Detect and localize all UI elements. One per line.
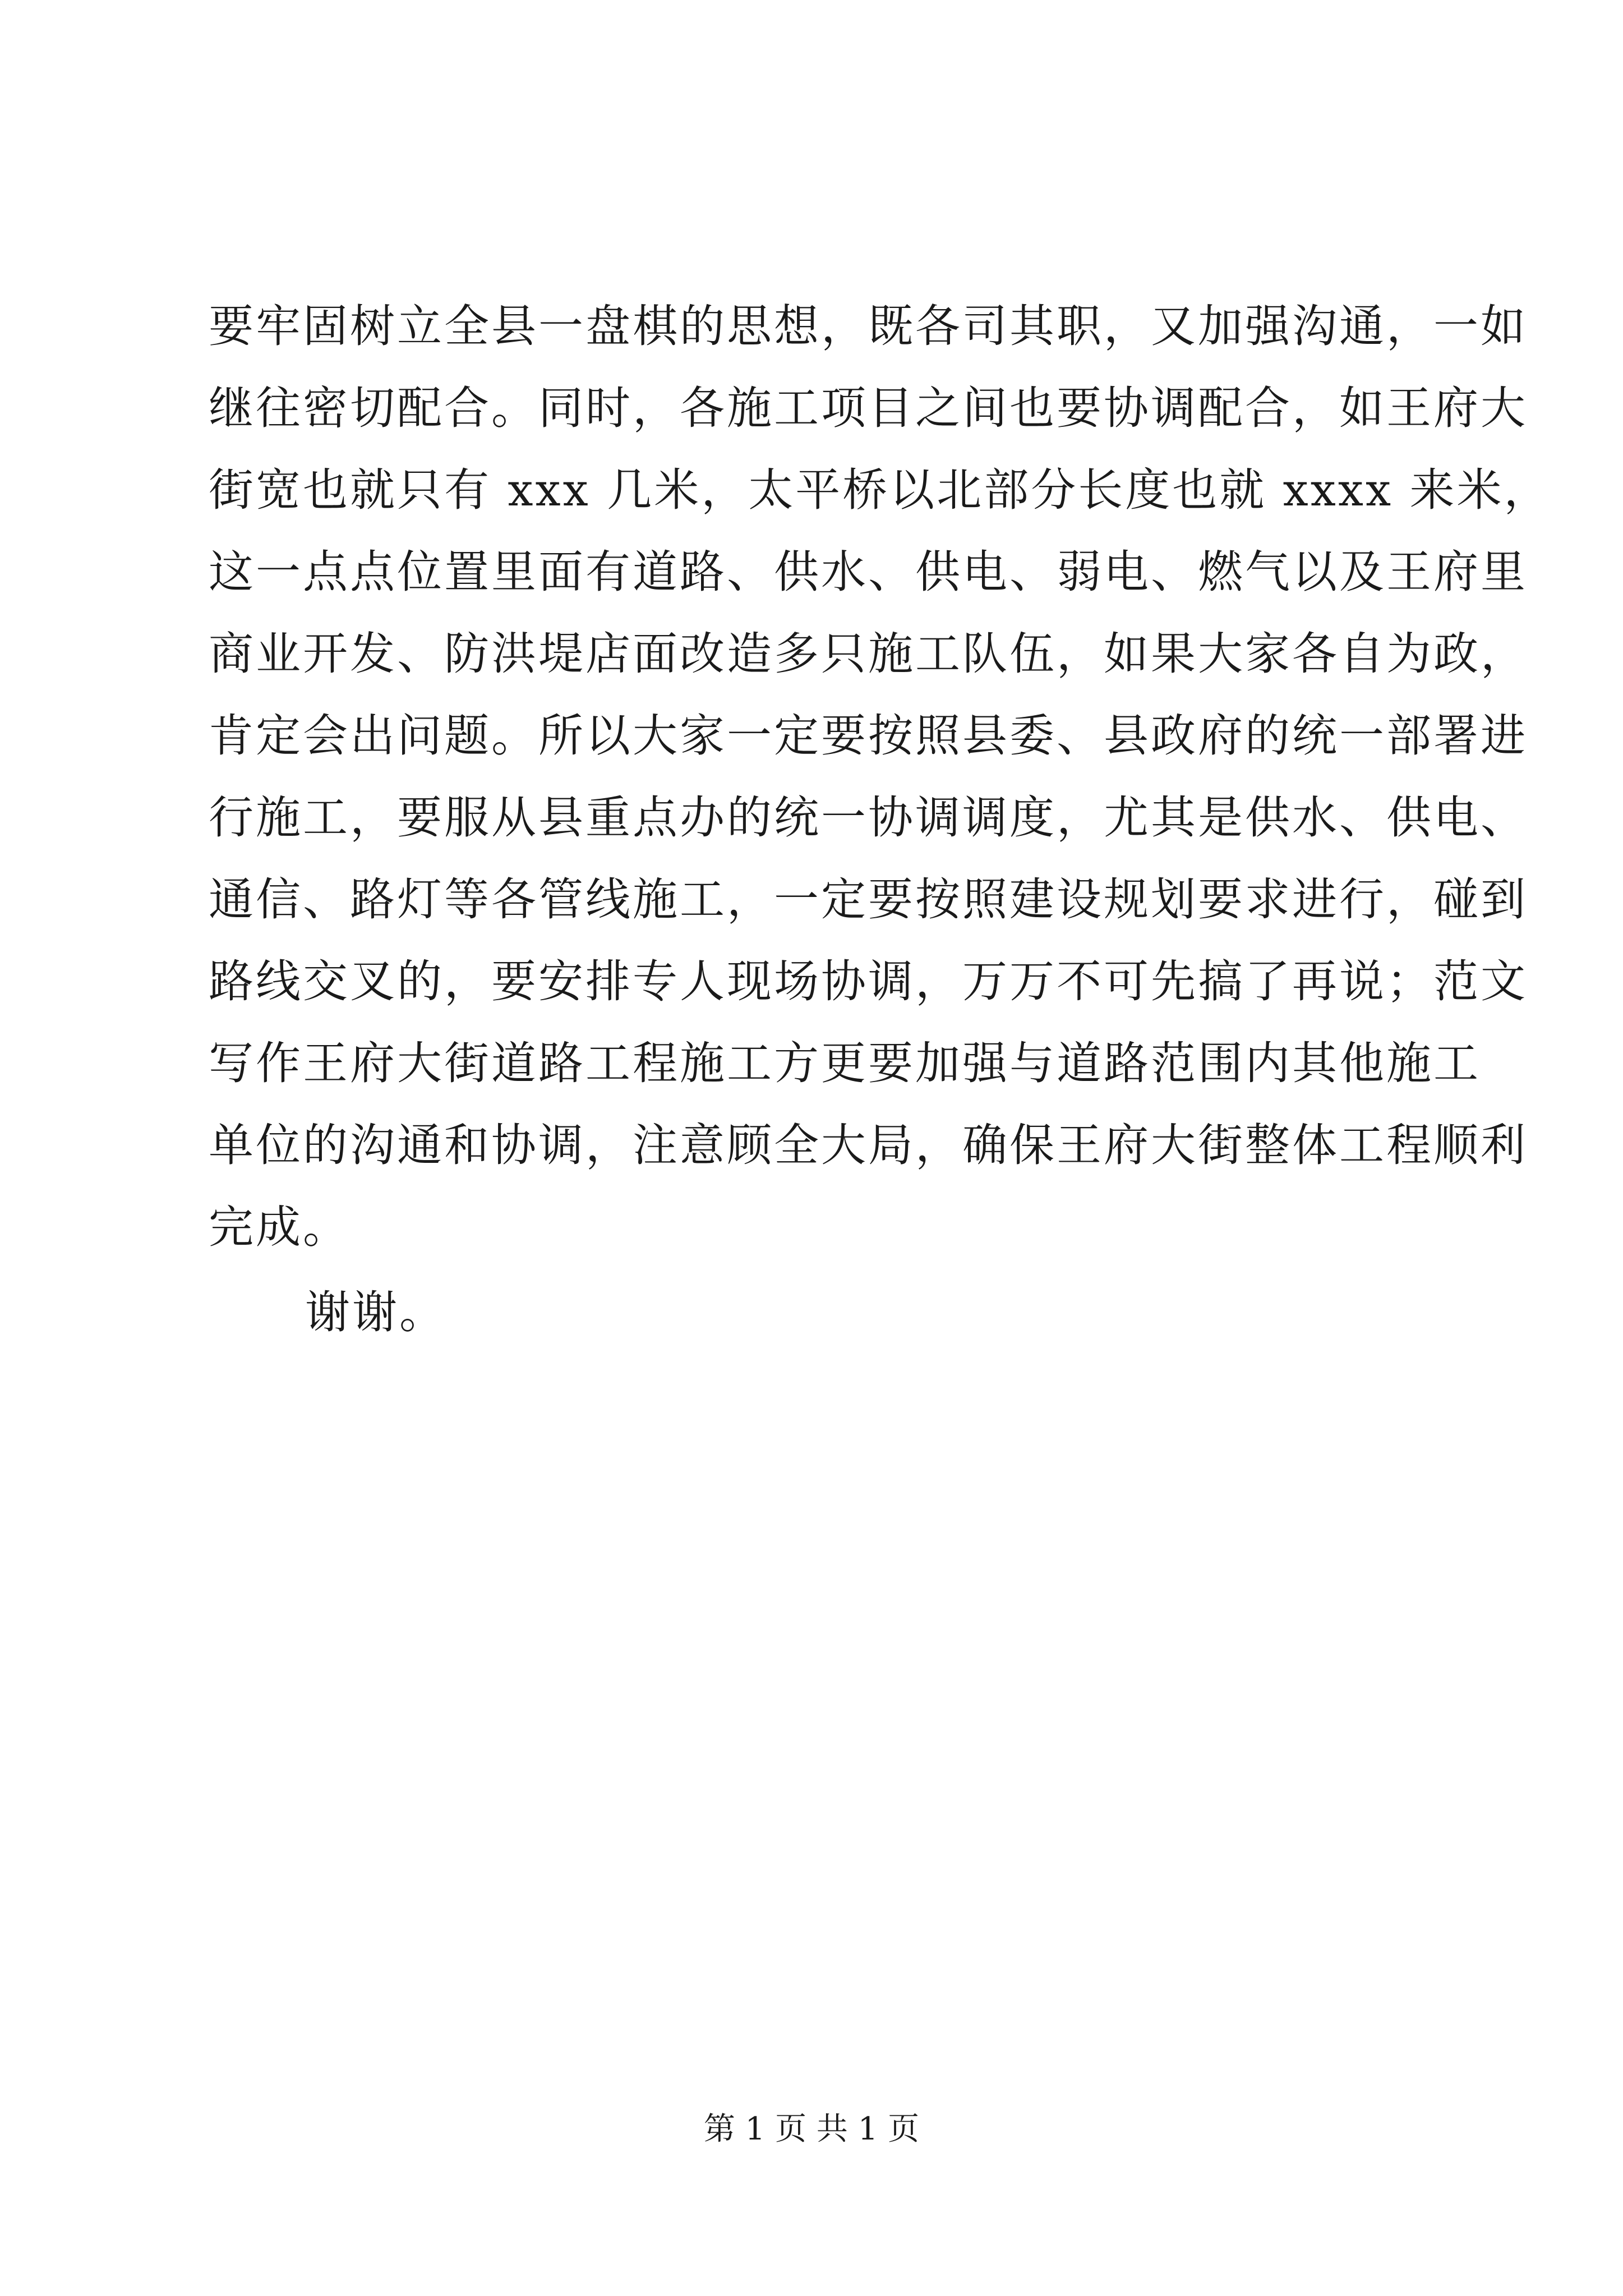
paragraph-line-3: 街宽也就只有 xxx 几米，太平桥以北部分长度也就 xxxx 来米， [209,464,1551,516]
paragraph-line-7: 行施工，要服从县重点办的统一协调调度，尤其是供水、供电、 [209,792,1528,844]
paragraph-line-8: 通信、路灯等各管线施工，一定要按照建设规划要求进行，碰到 [209,873,1528,926]
paragraph-line-9: 路线交叉的，要安排专人现场协调，万万不可先搞了再说；范文 [209,955,1528,1007]
paragraph-line-4: 这一点点位置里面有道路、供水、供电、弱电、燃气以及王府里 [209,546,1528,598]
paragraph-line-1: 要牢固树立全县一盘棋的思想，既各司其职，又加强沟通，一如 [209,300,1528,352]
paragraph-line-11: 单位的沟通和协调，注意顾全大局，确保王府大街整体工程顺利 [209,1119,1528,1171]
closing-remark: 谢谢。 [305,1286,446,1338]
paragraph-line-6: 肯定会出问题。所以大家一定要按照县委、县政府的统一部署进 [209,710,1528,762]
paragraph-line-2: 继往密切配合。同时，各施工项目之间也要协调配合，如王府大 [209,382,1528,434]
paragraph-line-12: 完成。 [209,1201,350,1253]
paragraph-line-5: 商业开发、防洪堤店面改造多只施工队伍，如果大家各自为政， [209,628,1528,680]
page-footer: 第 1 页 共 1 页 [703,2111,920,2147]
paragraph-line-10: 写作王府大街道路工程施工方更要加强与道路范围内其他施工 [209,1037,1481,1089]
